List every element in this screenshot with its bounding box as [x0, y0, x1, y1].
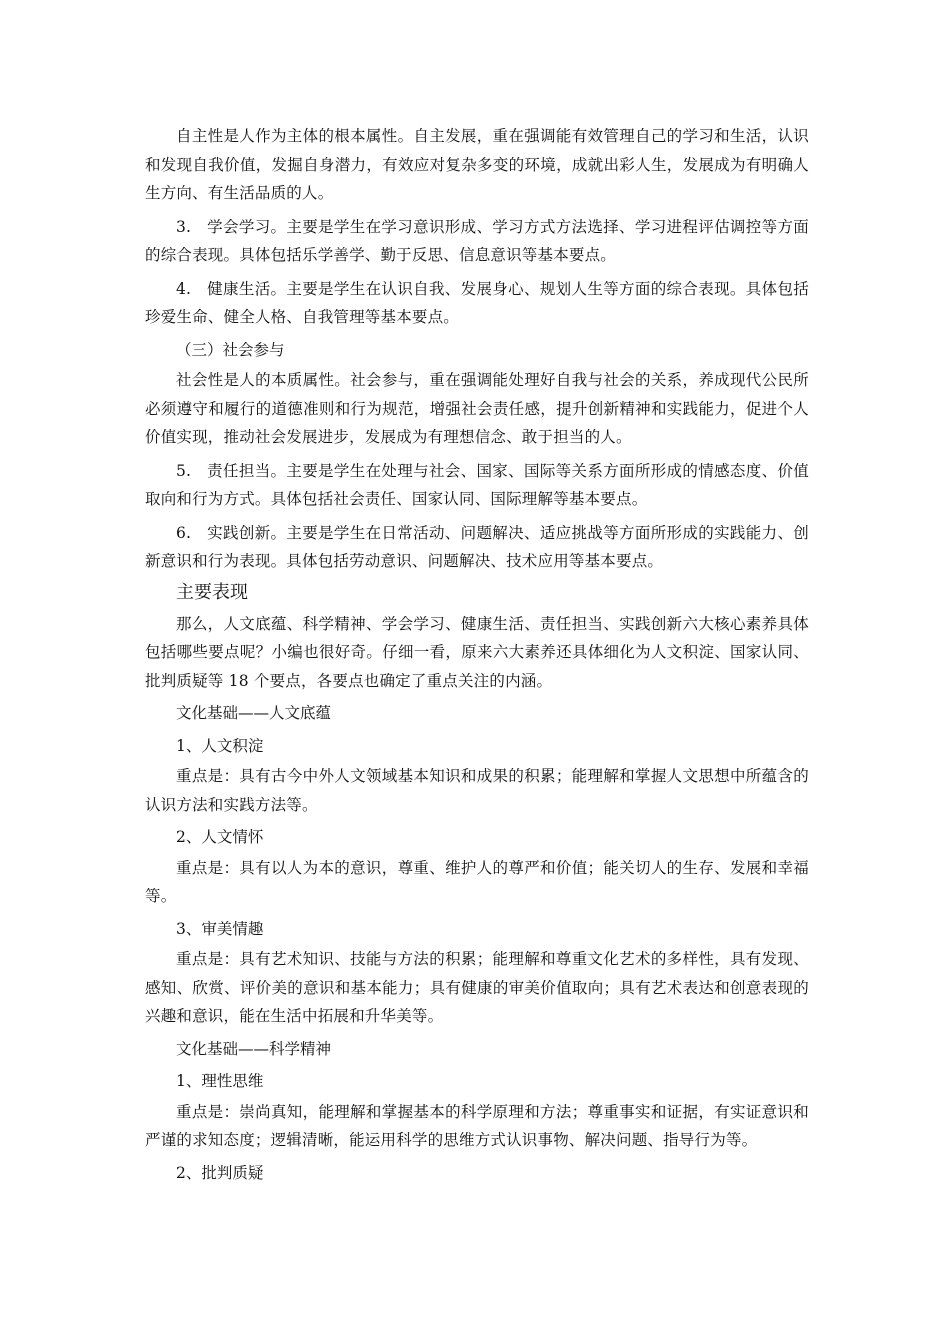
paragraph-intro-18-points: 那么，人文底蕴、科学精神、学会学习、健康生活、责任担当、实践创新六大核心素养具体包括哪些要点呢？小编也很好奇。仔细一看，原来六大素养还具体细化为人文积淀、国家认同、批判质疑等 18 个要点，各要点也确定了重点关注的内涵。 [145, 614, 809, 690]
paragraph-practice-innovation: 6. 实践创新。主要是学生在日常活动、问题解决、适应挑战等方面所形成的实践能力、创新意识和行为表现。具体包括劳动意识、问题解决、技术应用等基本要点。 [145, 523, 809, 570]
label-humanistic-care: 2、人文情怀 [176, 828, 264, 846]
paragraph-social-participation: 社会性是人的本质属性。社会参与，重在强调能处理好自我与社会的关系，养成现代公民所必须遵守和履行的道德准则和行为规范，增强社会责任感，提升创新精神和实践能力，促进个人价值实现，推动社会发展进步，发展成为有理想信念、敢于担当的人。 [145, 371, 809, 446]
document-body [145, 122, 809, 1187]
paragraph-healthy-living: 4. 健康生活。主要是学生在认识自我、发展身心、规划人生等方面的综合表现。具体包括珍爱生命、健全人格、自我管理等基本要点。 [145, 279, 809, 326]
label-critical-questioning: 2、批判质疑 [176, 1163, 264, 1182]
label-humanities-heritage: 文化基础——人文底蕴 [176, 704, 332, 722]
label-scientific-spirit: 文化基础——科学精神 [176, 1039, 332, 1058]
heading-main-performance: 主要表现 [176, 581, 248, 603]
paragraph-learning-to-learn: 3. 学会学习。主要是学生在学习意识形成、学习方式方法选择、学习进程评估调控等方面的综合表现。具体包括乐学善学、勤于反思、信息意识等基本要点。 [145, 217, 809, 264]
paragraph-aesthetic-taste: 重点是：具有艺术知识、技能与方法的积累；能理解和尊重文化艺术的多样性，具有发现、感知、欣赏、评价美的意识和基本能力；具有健康的审美价值取向；具有艺术表达和创意表现的兴趣和意识，能在生活中拓展和升华美等。 [145, 950, 809, 1025]
label-humanistic-accumulation: 1、人文积淀 [176, 736, 264, 755]
label-aesthetic-taste: 3、审美情趣 [176, 919, 264, 938]
paragraph-humanistic-care: 重点是：具有以人为本的意识，尊重、维护人的尊严和价值；能关切人的生存、发展和幸福等。 [145, 858, 809, 905]
paragraph-responsibility: 5. 责任担当。主要是学生在处理与社会、国家、国际等关系方面所形成的情感态度、价值取向和行为方式。具体包括社会责任、国家认同、国际理解等基本要点。 [145, 461, 809, 508]
label-rational-thinking: 1、理性思维 [176, 1072, 264, 1090]
paragraph-autonomy: 自主性是人作为主体的根本属性。自主发展，重在强调能有效管理自己的学习和生活，认识和发现自我价值，发掘自身潜力，有效应对复杂多变的环境，成就出彩人生，发展成为有明确人生方向、有生活品质的人。 [145, 127, 809, 202]
paragraph-rational-thinking: 重点是：崇尚真知，能理解和掌握基本的科学原理和方法；尊重事实和证据，有实证意识和严谨的求知态度；逻辑清晰，能运用科学的思维方式认识事物、解决问题、指导行为等。 [145, 1102, 809, 1149]
paragraph-humanistic-accumulation: 重点是：具有古今中外人文领域基本知识和成果的积累；能理解和掌握人文思想中所蕴含的认识方法和实践方法等。 [145, 767, 809, 814]
section-heading-social-participation: （三）社会参与 [176, 340, 285, 359]
